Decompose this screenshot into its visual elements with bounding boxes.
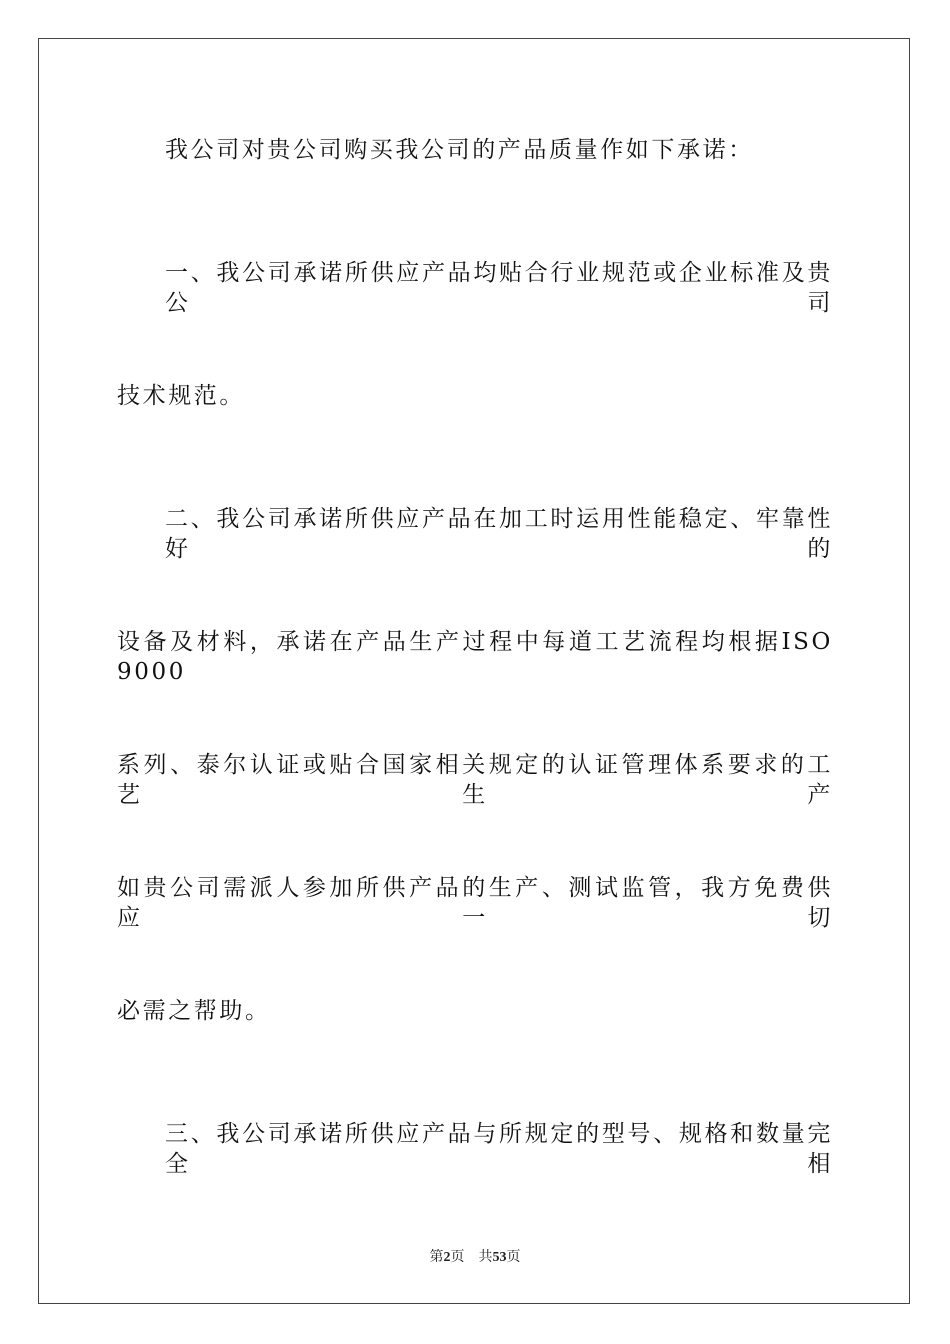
total-prefix: 共	[478, 1250, 493, 1265]
paragraph-2-line-1: 二、我公司承诺所供应产品在加工时运用性能稳定、牢靠性好的	[165, 506, 833, 562]
page-suffix: 页	[450, 1250, 465, 1265]
paragraph-1-line-1: 一、我公司承诺所供应产品均贴合行业规范或企业标准及贵公司	[165, 260, 833, 316]
paragraph-2-line-3: 系列、泰尔认证或贴合国家相关规定的认证管理体系要求的工艺生产	[117, 752, 833, 808]
page-prefix: 第	[429, 1250, 444, 1265]
total-page-count: 53	[492, 1250, 507, 1265]
paragraph-1-line-2: 技术规范。	[117, 383, 245, 409]
paragraph-intro: 我公司对贵公司购买我公司的产品质量作如下承诺：	[165, 137, 754, 163]
current-page-number: 2	[443, 1250, 451, 1265]
total-suffix: 页	[506, 1250, 521, 1265]
page-footer	[0, 1246, 950, 1266]
paragraph-2-line-2: 设备及材料，承诺在产品生产过程中每道工艺流程均根据ISO 9000	[117, 629, 833, 685]
paragraph-2-line-5: 必需之帮助。	[117, 998, 271, 1024]
paragraph-3-line-1: 三、我公司承诺所供应产品与所规定的型号、规格和数量完全相	[165, 1121, 833, 1177]
paragraph-2-line-4: 如贵公司需派人参加所供产品的生产、测试监管，我方免费供应一切	[117, 875, 833, 931]
